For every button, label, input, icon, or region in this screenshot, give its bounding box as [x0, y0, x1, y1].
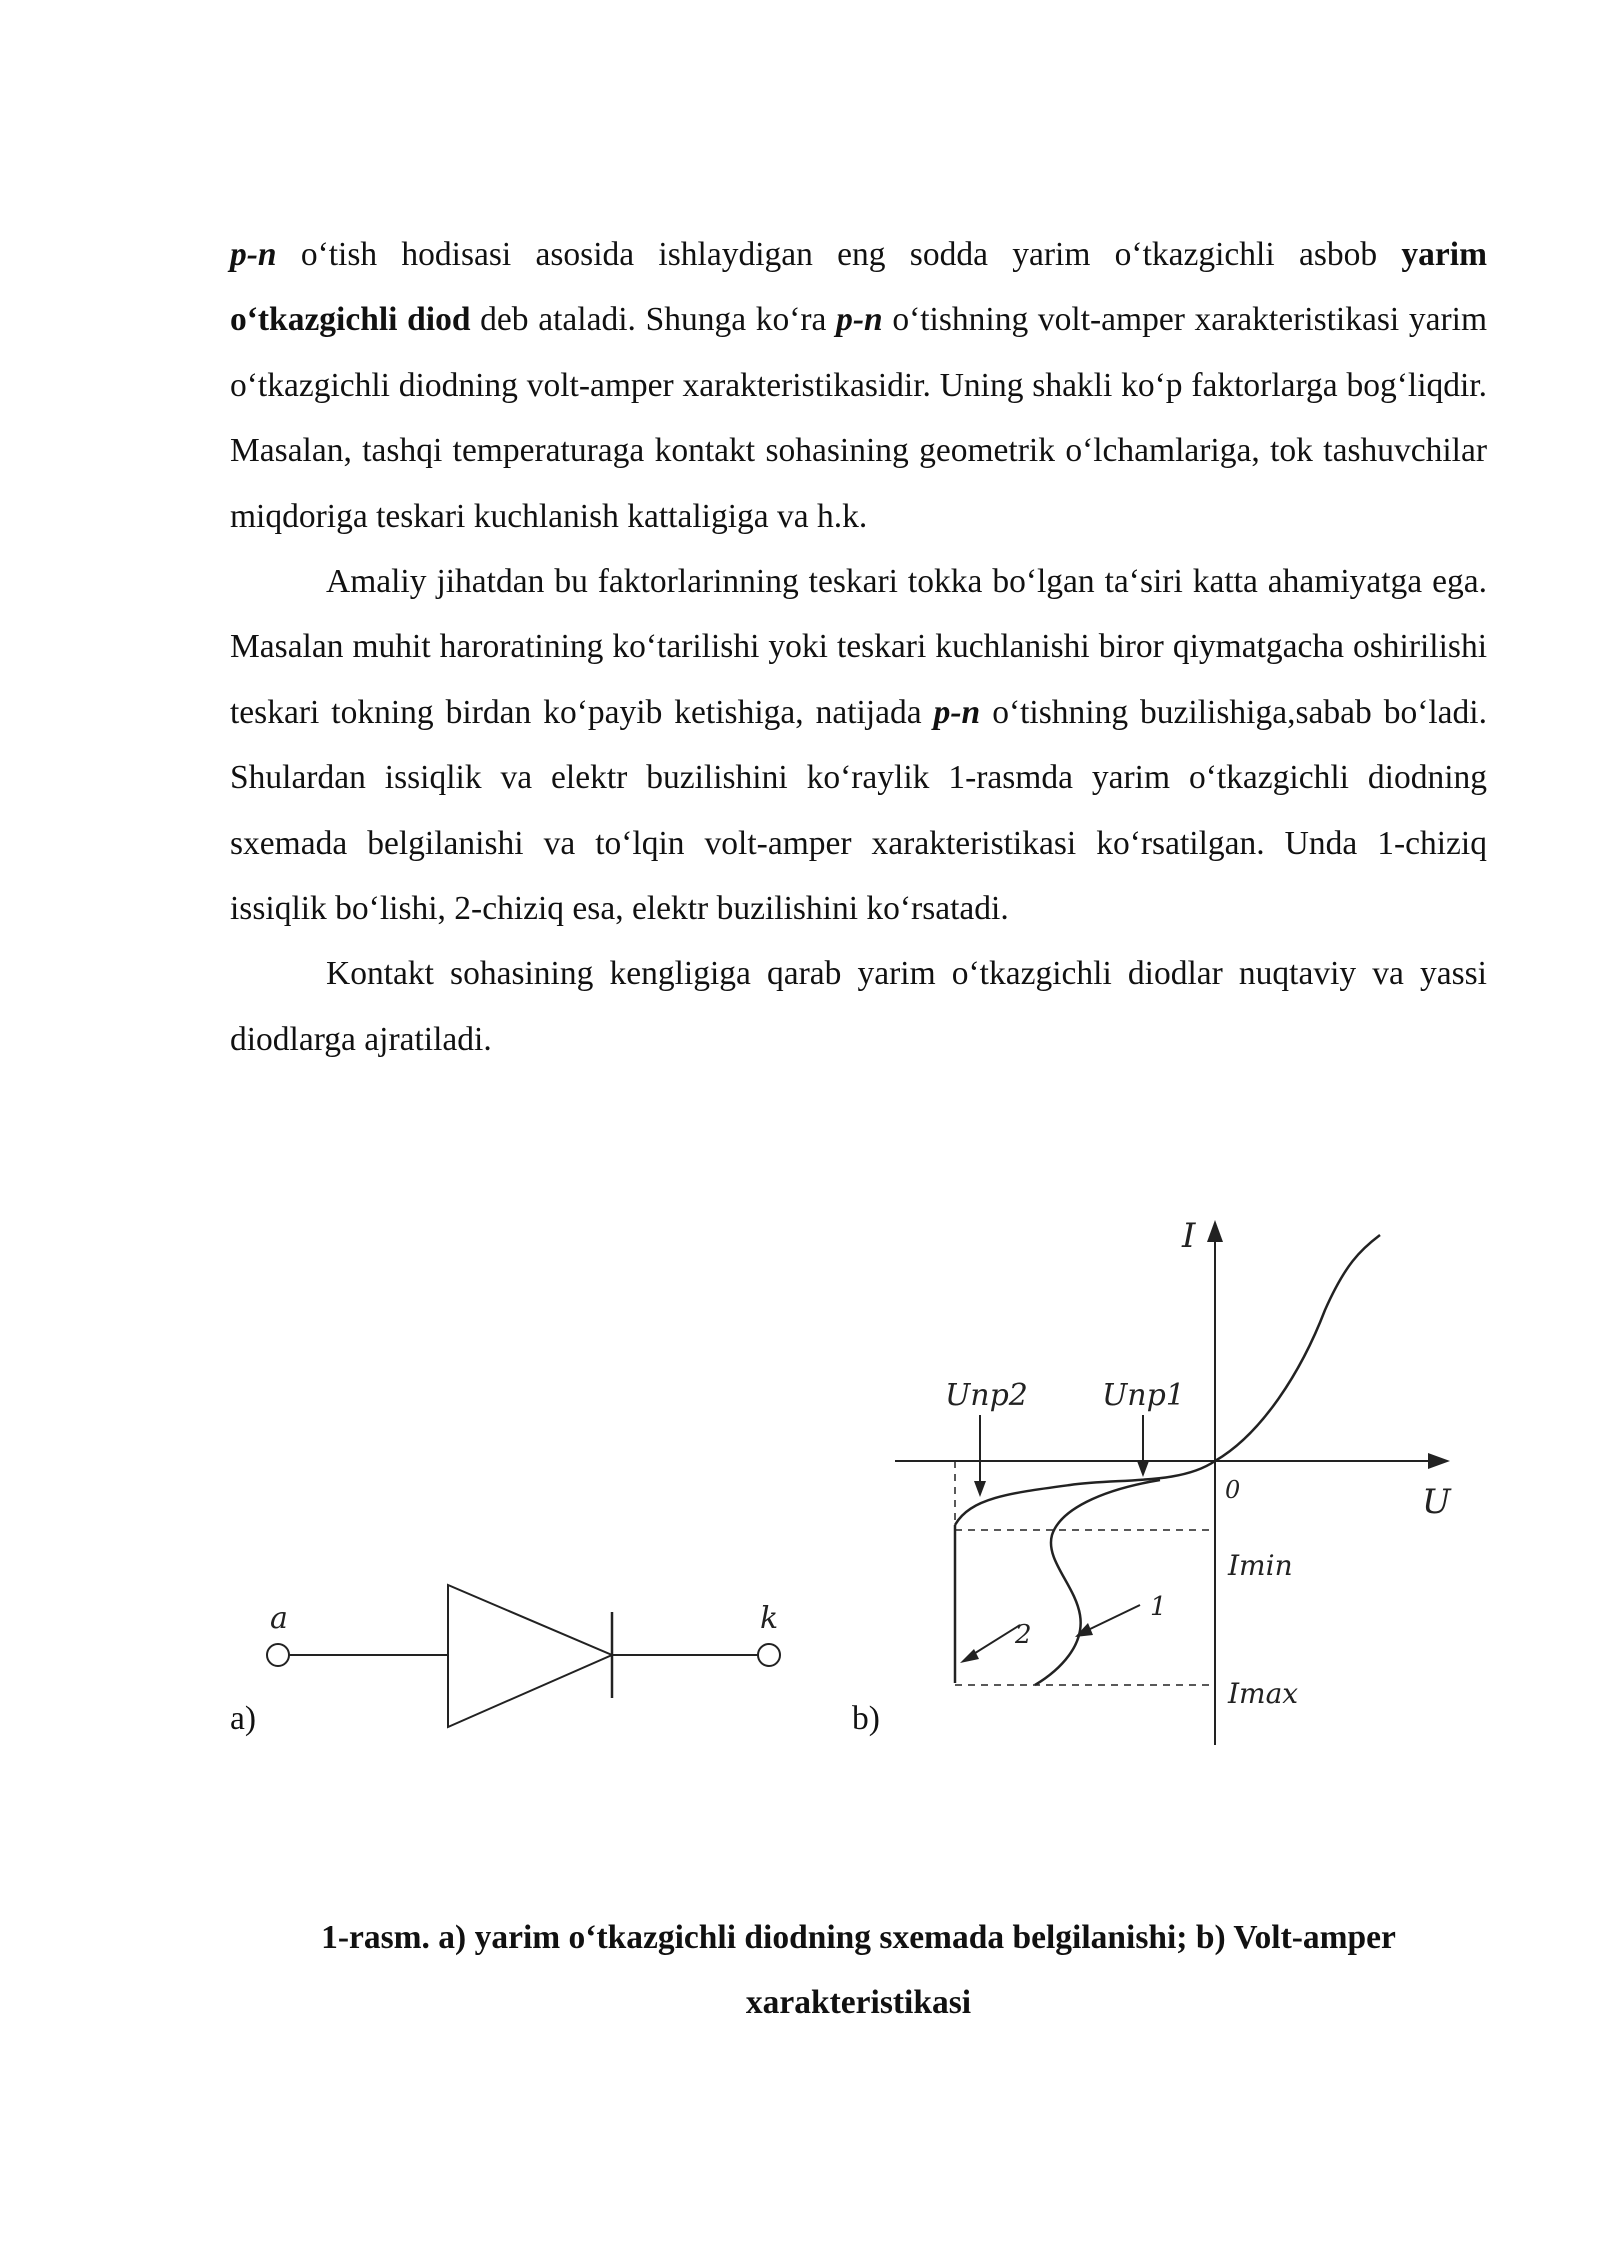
anode-terminal	[267, 1644, 289, 1666]
vac-diagram-svg	[860, 1215, 1480, 1775]
forward-branch-curve	[1215, 1235, 1380, 1461]
cathode-label: k	[760, 1601, 779, 1636]
curve-1-label: 1	[1150, 1592, 1167, 1622]
curve-2-electric-breakdown	[955, 1461, 1215, 1525]
text-run: o‘tishning volt-amper xarakteristikasi yarim o‘tkazgichli diodning volt-amper xarakteristikasidir. Uning shakli ko‘p faktorlarga bog‘liqdir. Masalan, tashqi temperaturaga kontakt sohasining geometrik o‘lchamlariga, tok tashuvchilar miqdoriga teskari kuchlanish kattaligiga va h.k.	[230, 301, 1496, 535]
unp1-pointer-head	[1137, 1461, 1149, 1477]
unp2-pointer-head	[974, 1481, 986, 1497]
curve-2-pointer-head	[960, 1649, 979, 1663]
curve-1-pointer-head	[1075, 1623, 1093, 1637]
text-run: deb ataladi. Shunga ko‘ra	[470, 301, 837, 339]
figure-a-diode-symbol	[230, 1580, 830, 1780]
voltage-axis-label: U	[1422, 1482, 1451, 1522]
text-run: p-n	[230, 236, 277, 273]
text-run: yarim o‘tkazgichli diod	[230, 236, 1496, 339]
current-axis-label: I	[1182, 1216, 1196, 1256]
current-axis-arrow	[1207, 1220, 1223, 1242]
text-run: p-n	[933, 693, 981, 731]
cathode-terminal	[758, 1644, 780, 1666]
curve-1-thermal-breakdown	[1035, 1480, 1160, 1685]
figure-b-vac-diagram	[860, 1215, 1480, 1775]
figure-caption: 1-rasm. a) yarim o‘tkazgichli diodning sxemada belgilanishi; b) Volt-amper xarakteristikasi	[321, 1919, 1396, 2022]
text-run: o‘tishning buzilishiga,sabab bo‘ladi. Shulardan issiqlik va elektr buzilishini ko‘raylik 1-rasmda yarim o‘tkazgichli diodning sxemada belgilanishi va to‘lqin volt-amper xarakteristikasi ko‘rsatilgan. Unda 1-chiziq issiqlik bo‘lishi, 2-chiziq esa, elektr buzilishini ko‘rsatadi.	[230, 693, 1496, 928]
document-body	[230, 222, 1496, 1072]
figure-b-label: b)	[852, 1700, 880, 1737]
text-run: Kontakt sohasining kengligiga qarab yarim o‘tkazgichli diodlar nuqtaviy va yassi diodlarga ajratiladi.	[230, 955, 1496, 1058]
paragraphs	[230, 222, 1496, 1072]
unp1-label: Uпр1	[1102, 1378, 1185, 1413]
imax-label: Imax	[1228, 1677, 1299, 1710]
paragraph	[230, 941, 1496, 1072]
text-run: p-n	[836, 301, 883, 339]
imin-label: Imin	[1228, 1549, 1293, 1582]
unp2-label: Uпр2	[945, 1378, 1028, 1413]
diode-triangle	[448, 1585, 612, 1727]
anode-label: a	[270, 1601, 288, 1636]
text-run: Amaliy jihatdan bu faktorlarinning teskari tokka bo‘lgan ta‘siri katta ahamiyatga ega. Masalan muhit haroratining ko‘tarilishi yoki teskari kuchlanishi biror qiymatgacha oshirilishi teskari tokning birdan ko‘payib ketishiga, natijada	[230, 563, 1496, 731]
origin-label: 0	[1225, 1476, 1241, 1504]
paragraph	[230, 549, 1496, 941]
paragraph	[230, 222, 1496, 549]
curve-2-label: 2	[1015, 1620, 1032, 1650]
diode-symbol-svg	[230, 1580, 830, 1780]
curve-1-pointer	[1088, 1605, 1140, 1630]
curve-2-pointer	[972, 1625, 1020, 1655]
voltage-axis-arrow	[1428, 1453, 1450, 1469]
figure-a-label: a)	[230, 1700, 257, 1737]
text-run: o‘tish hodisasi asosida ishlaydigan eng sodda yarim o‘tkazgichli asbob	[276, 236, 1402, 273]
